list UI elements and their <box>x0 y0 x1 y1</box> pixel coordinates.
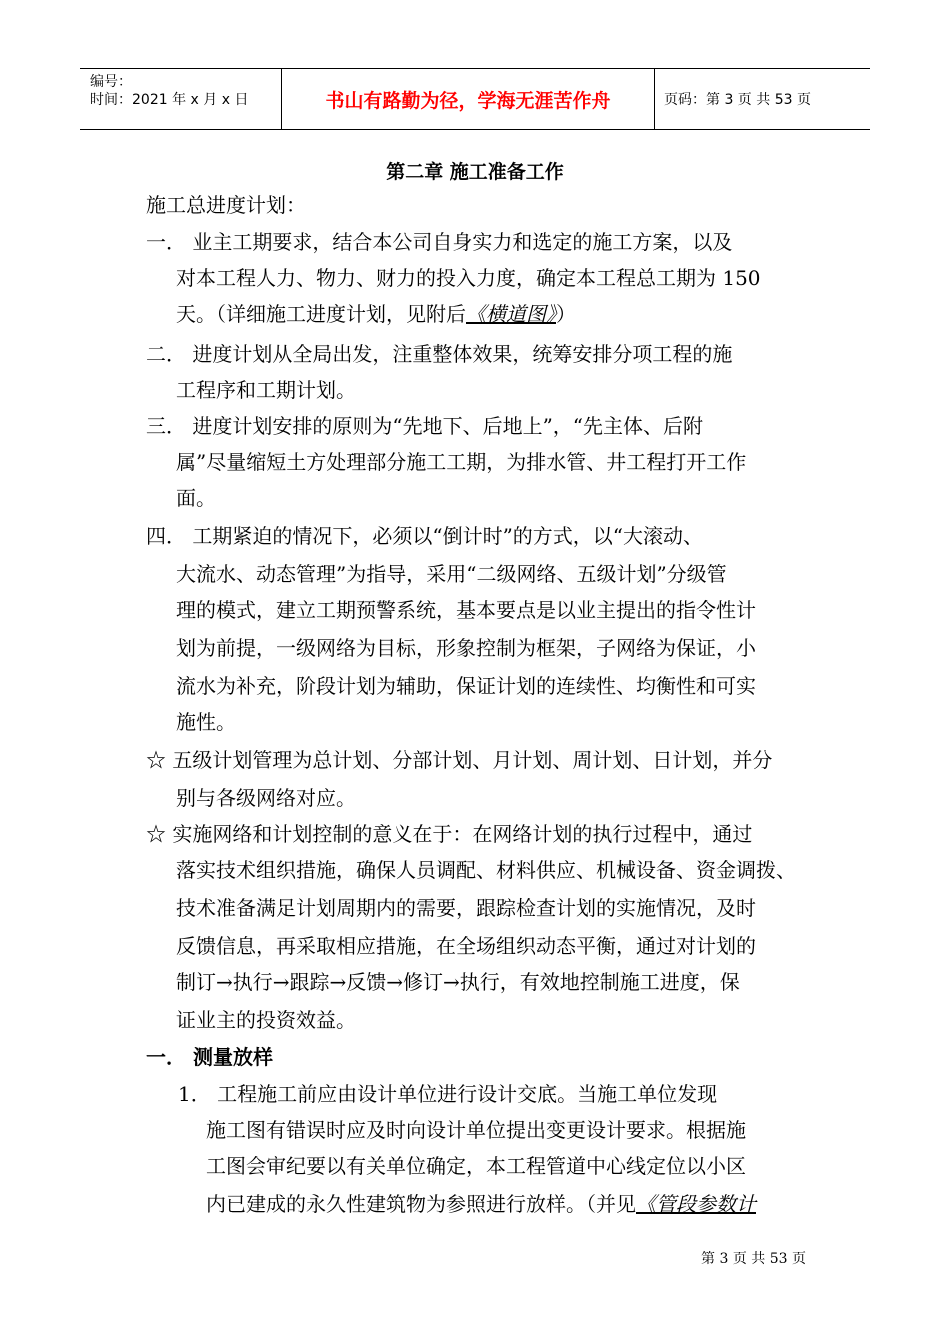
text-line: 制订→执行→跟踪→反馈→修订→执行，有效地控制施工进度，保 <box>176 970 740 994</box>
chapter-title: 第二章 施工准备工作 <box>386 161 564 183</box>
text-line: 1． 工程施工前应由设计单位进行设计交底。当施工单位发现 <box>178 1082 718 1106</box>
text-line: 流水为补充，阶段计划为辅助，保证计划的连续性、均衡性和可实 <box>176 674 756 698</box>
text-segment: ） <box>556 302 576 326</box>
text-line: 大流水、动态管理”为指导，采用“二级网络、五级计划”分级管 <box>176 562 727 586</box>
section-heading: 一． 测量放样 <box>146 1045 273 1069</box>
motto-text: 书山有路勤为径，学海无涯苦作舟 <box>325 90 611 112</box>
date-label: 时间：2021 年 x 月 x 日 <box>90 92 249 108</box>
text-line: 工图会审纪要以有关单位确定，本工程管道中心线定位以小区 <box>206 1154 746 1178</box>
text-line: ☆ 五级计划管理为总计划、分部计划、月计划、周计划、日计划，并分 <box>146 748 773 772</box>
text-line: 属”尽量缩短土方处理部分施工工期，为排水管、井工程打开工作 <box>176 450 747 474</box>
text-line: 理的模式，建立工期预警系统，基本要点是以业主提出的指令性计 <box>176 598 756 622</box>
gantt-chart-link[interactable]: 《横道图》 <box>466 302 556 326</box>
text-line: ☆ 实施网络和计划控制的意义在于：在网络计划的执行过程中，通过 <box>146 822 753 846</box>
text-line: 一． 业主工期要求，结合本公司自身实力和选定的施工方案，以及 <box>146 230 733 254</box>
text-line: 二． 进度计划从全局出发，注重整体效果，统筹安排分项工程的施 <box>146 342 733 366</box>
text-line: 面。 <box>176 486 216 510</box>
text-line: 四． 工期紧迫的情况下，必须以“倒计时”的方式，以“大滚动、 <box>146 524 704 548</box>
text-line: 工程序和工期计划。 <box>176 378 356 402</box>
text-segment: 内已建成的永久性建筑物为参照进行放样。（并见 <box>206 1192 636 1216</box>
text-line: 划为前提，一级网络为目标，形象控制为框架，子网络为保证，小 <box>176 636 756 660</box>
text-line: 技术准备满足计划周期内的需要，跟踪检查计划的实施情况，及时 <box>176 896 756 920</box>
text-line: 对本工程人力、物力、财力的投入力度，确定本工程总工期为 150 <box>176 266 761 290</box>
text-line: 施性。 <box>176 710 236 734</box>
text-line <box>206 1190 756 1218</box>
text-line: 三． 进度计划安排的原则为“先地下、后地上”，“先主体、后附 <box>146 414 704 438</box>
page-footer: 第 3 页 共 53 页 <box>701 1251 806 1267</box>
header-center-cell <box>281 69 655 129</box>
number-label: 编号： <box>90 74 132 90</box>
text-line: 施工图有错误时应及时向设计单位提出变更设计要求。根据施 <box>206 1118 746 1142</box>
page-label: 页码：第 3 页 共 53 页 <box>664 92 811 108</box>
pipe-parameter-link[interactable]: 《管段参数计 <box>636 1192 756 1216</box>
header-table <box>80 68 870 130</box>
text-segment: 天。（详细施工进度计划，见附后 <box>176 302 466 326</box>
text-line: 落实技术组织措施，确保人员调配、材料供应、机械设备、资金调拨、 <box>176 858 796 882</box>
text-line <box>176 300 576 328</box>
text-line: 施工总进度计划： <box>146 193 306 217</box>
text-line: 别与各级网络对应。 <box>176 786 356 810</box>
text-line: 证业主的投资效益。 <box>176 1008 356 1032</box>
header-right-cell <box>654 69 870 129</box>
header-left-cell <box>80 69 280 129</box>
text-line: 反馈信息，再采取相应措施，在全场组织动态平衡，通过对计划的 <box>176 934 756 958</box>
